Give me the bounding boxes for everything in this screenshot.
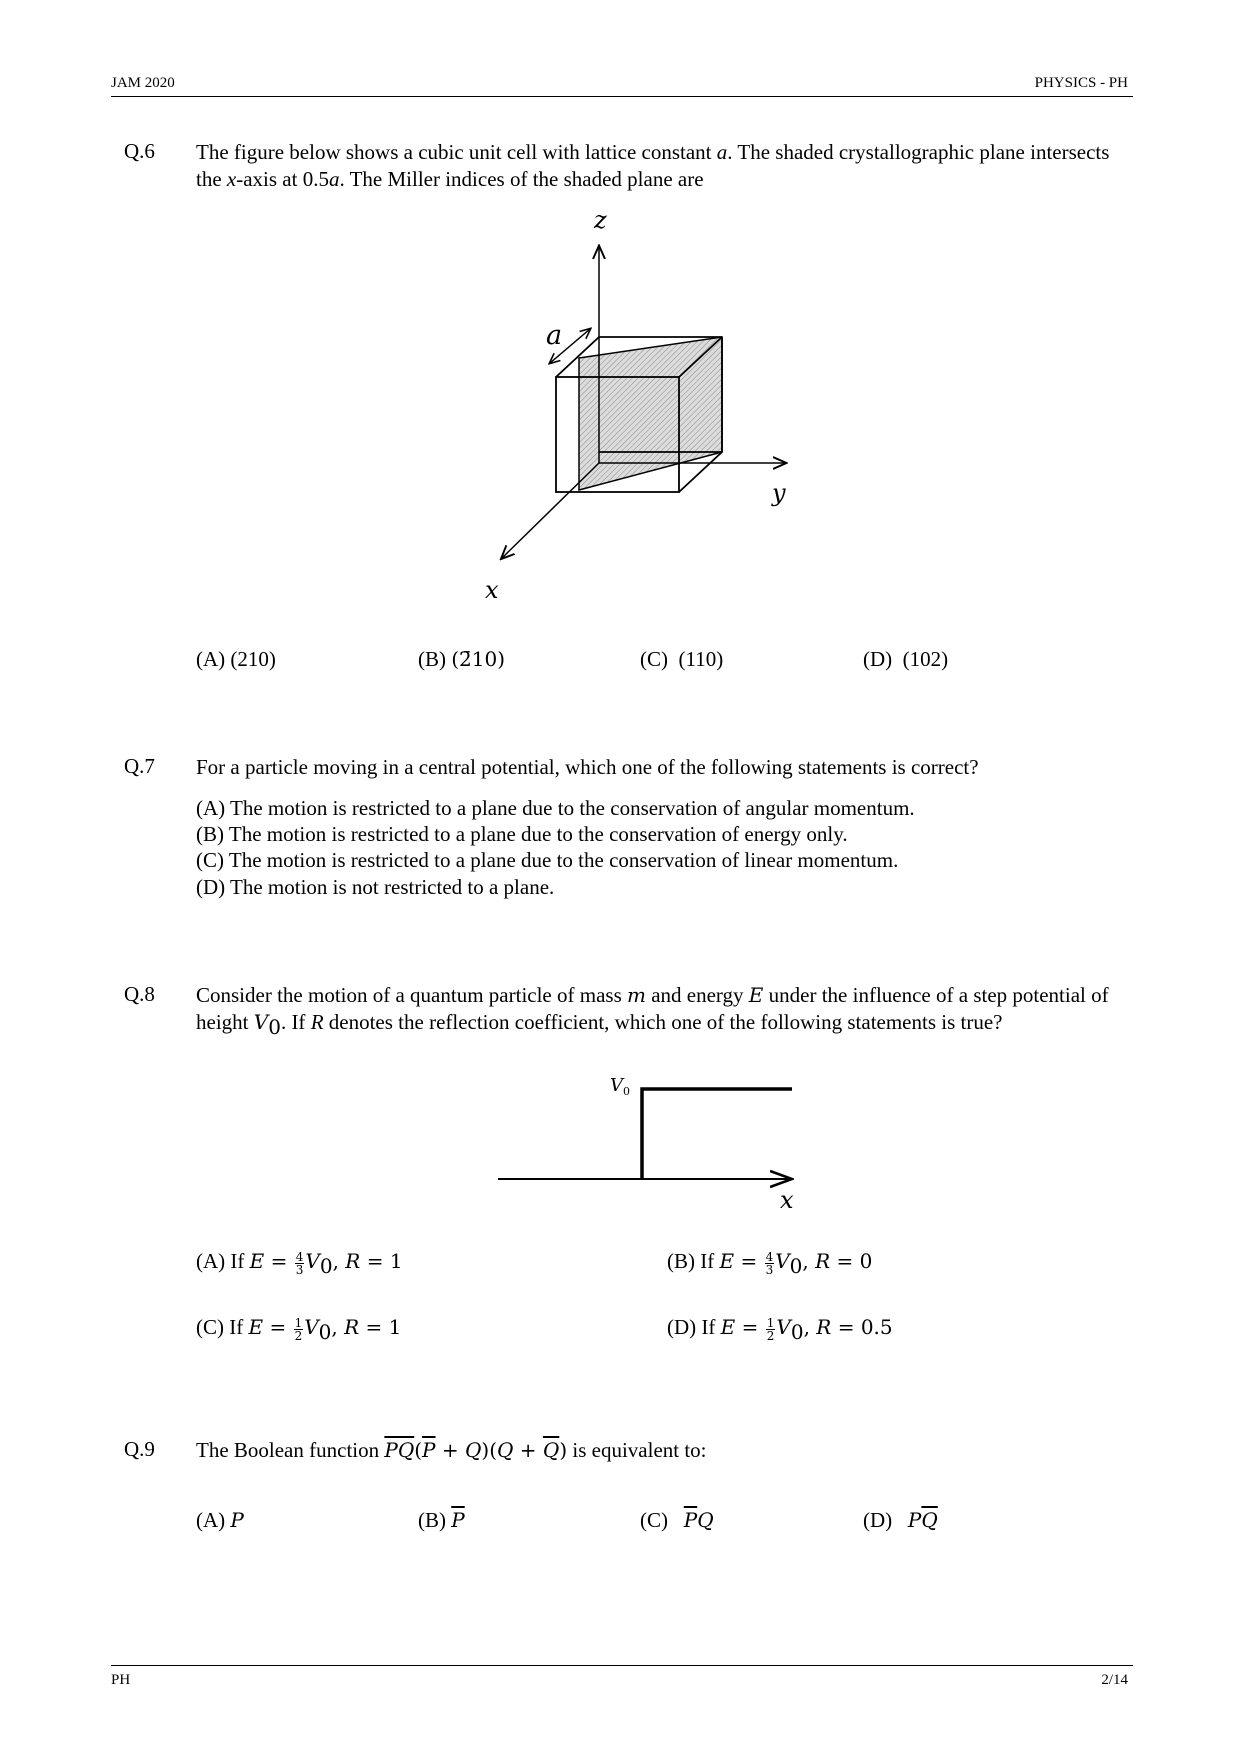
question-number: Q.7 (124, 754, 155, 778)
header-rule (111, 96, 1133, 97)
option-a[interactable]: (A) (210) (196, 647, 276, 671)
header-subject: PHYSICS - PH (1034, 75, 1128, 91)
x-axis-label: x (780, 1186, 794, 1214)
option-a[interactable]: (A) If E = $\frac{4}{3}$ $V_0$, R = 1 (196, 1249, 403, 1279)
question-number: Q.6 (124, 139, 155, 163)
question-number: Q.8 (124, 982, 155, 1006)
potential-step (642, 1089, 792, 1179)
footer-rule (111, 1665, 1133, 1666)
x-axis (502, 463, 599, 558)
z-axis-label: z (594, 206, 607, 234)
question-text: The Boolean function $\overline{PQ}(\overline{P} + Q)(Q + \overline{Q})$ is equivalent to: (196, 1438, 707, 1462)
question-text: The figure below shows a cubic unit cell with lattice constant a. The shaded crystallographic plane intersects the x-axis at 0.5a. The Miller indices of the shaded plane are (196, 140, 1110, 191)
option-c[interactable]: (C) If E = $\frac{1}{2}$ $V_0$, R = 1 (196, 1315, 402, 1345)
lattice-constant-label: a (546, 320, 563, 351)
question-text: Consider the motion of a quantum particle of mass m and energy E under the influence of a step potential of height $V_0$. If R denotes the reflection coefficient, which one of the following statements is true? (196, 983, 1109, 1040)
option-d[interactable]: (D) $P\overline{Q}$ (863, 1508, 938, 1532)
option-a[interactable]: (A) P (196, 1508, 244, 1532)
option-b[interactable]: (B) If E = $\frac{4}{3}$ $V_0$, R = 0 (667, 1249, 873, 1279)
page-number: 2/14 (1101, 1672, 1128, 1688)
option-d[interactable]: (D) (102) (863, 647, 949, 671)
y-axis-label: y (772, 479, 786, 507)
option-c[interactable]: (C) The motion is restricted to a plane due to the conservation of linear momentum. (196, 848, 899, 872)
boolean-expression: $\overline{PQ}$ (384, 1438, 415, 1462)
header-exam-name: JAM 2020 (111, 75, 175, 91)
option-a[interactable]: (A) The motion is restricted to a plane due to the conservation of angular momentum. (196, 796, 915, 820)
option-d[interactable]: (D) If E = $\frac{1}{2}$ $V_0$, R = 0.5 (667, 1315, 893, 1345)
shaded-plane (579, 337, 722, 490)
cubic-unit-cell-figure (460, 205, 820, 610)
option-c[interactable]: (C) (110) (640, 647, 724, 671)
option-b[interactable]: (B) $\overline{P}$ (418, 1508, 465, 1532)
question-text: For a particle moving in a central potential, which one of the following statements is correct? (196, 755, 979, 779)
question-number: Q.9 (124, 1437, 155, 1461)
x-axis-label: x (485, 576, 499, 604)
v0-label: $V_0$ (610, 1075, 630, 1098)
option-b[interactable]: (B) The motion is restricted to a plane due to the conservation of energy only. (196, 822, 848, 846)
option-d[interactable]: (D) The motion is not restricted to a plane. (196, 875, 555, 899)
option-b[interactable]: (B) (2̄10) (418, 647, 506, 671)
step-potential-figure (490, 1065, 810, 1220)
option-c[interactable]: (C) $\overline{P}Q$ (640, 1508, 714, 1532)
footer-subject-code: PH (111, 1672, 131, 1688)
